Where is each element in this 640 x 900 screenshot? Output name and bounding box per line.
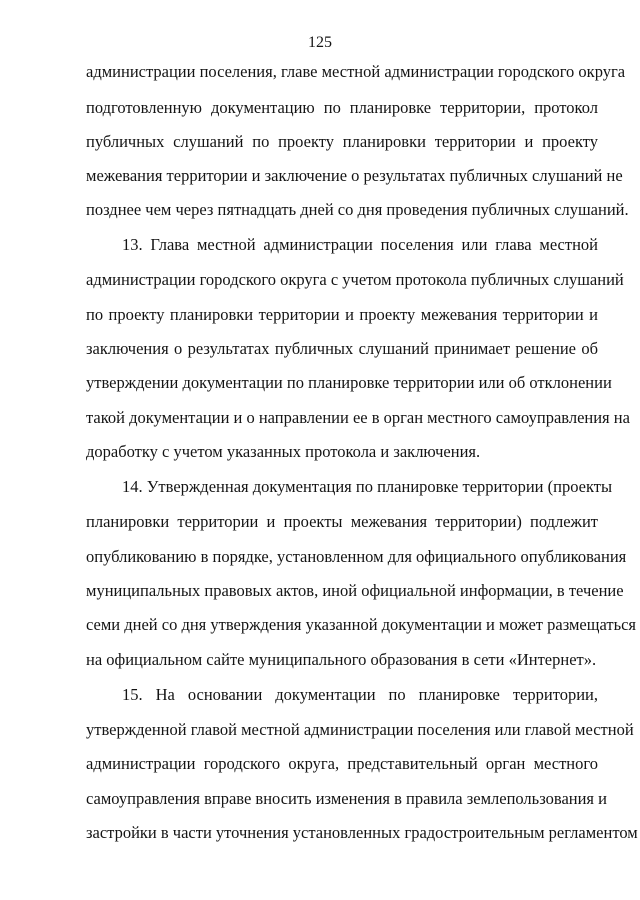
text-line: администрации поселения, главе местной администрации городского округа xyxy=(86,62,626,81)
text-line: доработку с учетом указанных протокола и заключения. xyxy=(86,442,481,461)
text-line: публичных слушаний по проекту планировки территории и проекту xyxy=(86,132,598,151)
paragraph-13-start: 13. Глава местной администрации поселения или глава местной xyxy=(122,235,598,254)
text-line: самоуправления вправе вносить изменения в правила землепользования и xyxy=(86,789,607,808)
text-line: позднее чем через пятнадцать дней со дня проведения публичных слушаний. xyxy=(86,200,629,219)
text-line: утвержденной главой местной администрации поселения или главой местной xyxy=(86,720,634,739)
paragraph-15-start: 15. На основании документации по планировке территории, xyxy=(122,685,598,704)
text-line: подготовленную документацию по планировке территории, протокол xyxy=(86,98,598,117)
text-line: семи дней со дня утверждения указанной документации и может размещаться xyxy=(86,615,637,634)
text-line: муниципальных правовых актов, иной официальной информации, в течение xyxy=(86,581,624,600)
text-line: межевания территории и заключение о результатах публичных слушаний не xyxy=(86,166,623,185)
text-line: утверждении документации по планировке территории или об отклонении xyxy=(86,373,612,392)
text-line: по проекту планировки территории и проекту межевания территории и xyxy=(86,305,598,324)
text-line: опубликованию в порядке, установленном для официального опубликования xyxy=(86,547,627,566)
text-line: заключения о результатах публичных слушаний принимает решение об xyxy=(86,339,598,358)
text-line: на официальном сайте муниципального образования в сети «Интернет». xyxy=(86,650,597,669)
text-line: застройки в части уточнения установленных градостроительным регламентом xyxy=(86,823,638,842)
text-line: администрации городского округа с учетом протокола публичных слушаний xyxy=(86,270,624,289)
text-line: планировки территории и проекты межевания территории) подлежит xyxy=(86,512,598,531)
text-line: такой документации и о направлении ее в орган местного самоуправления на xyxy=(86,408,630,427)
paragraph-14-start: 14. Утвержденная документация по планировке территории (проекты xyxy=(122,477,613,496)
page-number: 125 xyxy=(308,34,332,51)
text-line: администрации городского округа, представительный орган местного xyxy=(86,754,598,773)
